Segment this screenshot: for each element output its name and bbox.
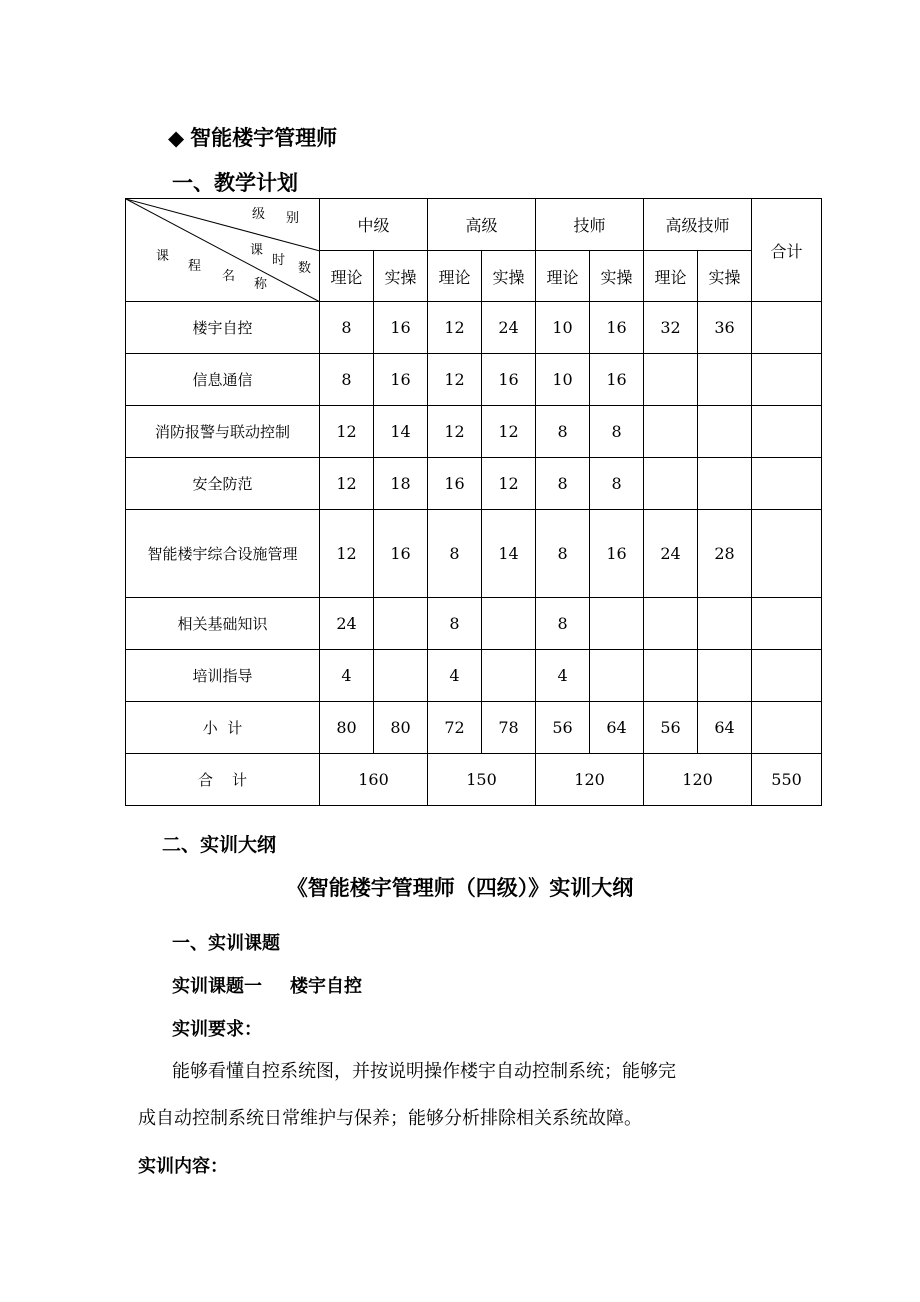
- requirement-text-line-2: 成自动控制系统日常维护与保养；能够分析排除相关系统故障。: [138, 1108, 642, 1129]
- hours-cell: [590, 598, 644, 650]
- hours-cell: 12: [482, 406, 536, 458]
- hours-cell: 16: [374, 510, 428, 598]
- hours-cell: 12: [320, 510, 374, 598]
- row-total-cell: [752, 510, 822, 598]
- table-row: [126, 406, 822, 458]
- row-total-cell: [752, 406, 822, 458]
- hours-cell: 80: [374, 702, 428, 754]
- row-total-cell: [752, 650, 822, 702]
- corner-level-char: 别: [286, 211, 300, 226]
- hours-cell: 4: [536, 650, 590, 702]
- hours-cell: 24: [320, 598, 374, 650]
- hours-cell: 12: [428, 302, 482, 354]
- level-header-senior-technician: 高级技师: [644, 199, 752, 251]
- level-total-senior-technician: 120: [644, 754, 752, 806]
- sub-header-theory: 理论: [428, 251, 482, 302]
- level-header-technician: 技师: [536, 199, 644, 251]
- content-label: 实训内容：: [138, 1156, 228, 1177]
- hours-cell: 64: [698, 702, 752, 754]
- hours-cell: 14: [482, 510, 536, 598]
- hours-cell: 16: [590, 510, 644, 598]
- hours-cell: 12: [320, 406, 374, 458]
- hours-cell: [644, 458, 698, 510]
- subtotal-label: 小 计: [126, 702, 320, 754]
- row-total-cell: [752, 458, 822, 510]
- hours-cell: 12: [428, 406, 482, 458]
- table-row: [126, 598, 822, 650]
- hours-cell: [644, 406, 698, 458]
- hours-cell: 72: [428, 702, 482, 754]
- corner-course-char: 课: [156, 249, 170, 264]
- main-title: [168, 122, 337, 152]
- hours-cell: 12: [320, 458, 374, 510]
- hours-cell: 8: [320, 302, 374, 354]
- hours-cell: [374, 650, 428, 702]
- hours-cell: 8: [536, 458, 590, 510]
- hours-cell: [374, 598, 428, 650]
- hours-cell: 8: [590, 458, 644, 510]
- topic-label: 实训课题一: [172, 976, 262, 997]
- sub-header-theory: 理论: [320, 251, 374, 302]
- overall-total: 550: [752, 754, 822, 806]
- hours-cell: [698, 458, 752, 510]
- grand-total-label: 合 计: [126, 754, 320, 806]
- teaching-plan-table: [125, 198, 822, 806]
- hours-cell: [644, 598, 698, 650]
- course-name: 消防报警与联动控制: [126, 406, 320, 458]
- hours-cell: [698, 354, 752, 406]
- hours-cell: 36: [698, 302, 752, 354]
- hours-cell: [644, 354, 698, 406]
- section-training-outline: 二、实训大纲: [162, 834, 277, 856]
- hours-cell: [698, 598, 752, 650]
- section-teaching-plan: 一、教学计划: [172, 171, 298, 195]
- table-row: [126, 302, 822, 354]
- topic-name: 楼宇自控: [290, 976, 362, 997]
- course-name: 培训指导: [126, 650, 320, 702]
- corner-hours-char: 数: [298, 261, 312, 276]
- row-total-cell: [752, 702, 822, 754]
- corner-hours-char: 课: [250, 243, 264, 258]
- hours-cell: 56: [644, 702, 698, 754]
- hours-cell: [482, 598, 536, 650]
- hours-cell: 14: [374, 406, 428, 458]
- hours-cell: 32: [644, 302, 698, 354]
- course-name: 楼宇自控: [126, 302, 320, 354]
- corner-course-char: 程: [188, 259, 202, 274]
- level-header-advanced: 高级: [428, 199, 536, 251]
- total-header: 合计: [752, 199, 822, 302]
- hours-cell: 4: [428, 650, 482, 702]
- hours-cell: 4: [320, 650, 374, 702]
- sub-header-theory: 理论: [644, 251, 698, 302]
- hours-cell: 78: [482, 702, 536, 754]
- hours-cell: 16: [374, 302, 428, 354]
- table-row: [126, 650, 822, 702]
- hours-cell: 12: [482, 458, 536, 510]
- row-total-cell: [752, 598, 822, 650]
- hours-cell: [644, 650, 698, 702]
- subsection-training-topics: 一、实训课题: [172, 933, 280, 954]
- hours-cell: 24: [644, 510, 698, 598]
- hours-cell: 16: [590, 354, 644, 406]
- table-row: [126, 354, 822, 406]
- sub-header-practice: 实操: [590, 251, 644, 302]
- course-name: 智能楼宇综合设施管理: [126, 510, 320, 598]
- sub-header-theory: 理论: [536, 251, 590, 302]
- sub-header-practice: 实操: [482, 251, 536, 302]
- table-row: [126, 510, 822, 598]
- course-name: 相关基础知识: [126, 598, 320, 650]
- hours-cell: 16: [482, 354, 536, 406]
- hours-cell: 12: [428, 354, 482, 406]
- sub-header-practice: 实操: [698, 251, 752, 302]
- hours-cell: 10: [536, 354, 590, 406]
- outline-title: 《智能楼宇管理师（四级）》实训大纲: [286, 876, 634, 900]
- hours-cell: 16: [428, 458, 482, 510]
- level-total-technician: 120: [536, 754, 644, 806]
- hours-cell: [698, 406, 752, 458]
- corner-course-char: 名: [222, 269, 236, 284]
- corner-course-char: 称: [254, 277, 268, 292]
- hours-cell: 16: [590, 302, 644, 354]
- diamond-bullet-icon: ◆: [168, 126, 185, 150]
- requirement-text-line-1: 能够看懂自控系统图，并按说明操作楼宇自动控制系统；能够完: [172, 1061, 676, 1082]
- training-topic-1: [172, 972, 362, 998]
- corner-level-char: 级: [252, 207, 266, 222]
- hours-cell: 10: [536, 302, 590, 354]
- row-total-cell: [752, 302, 822, 354]
- hours-cell: 18: [374, 458, 428, 510]
- hours-cell: 28: [698, 510, 752, 598]
- hours-cell: 56: [536, 702, 590, 754]
- course-name: 安全防范: [126, 458, 320, 510]
- hours-cell: 8: [590, 406, 644, 458]
- hours-cell: 8: [536, 598, 590, 650]
- table-row: [126, 458, 822, 510]
- hours-cell: 8: [320, 354, 374, 406]
- corner-header-cell: [126, 199, 320, 302]
- level-total-advanced: 150: [428, 754, 536, 806]
- grand-total-row: [126, 754, 822, 806]
- hours-cell: 8: [536, 510, 590, 598]
- hours-cell: 16: [374, 354, 428, 406]
- hours-cell: [698, 650, 752, 702]
- hours-cell: 80: [320, 702, 374, 754]
- requirement-label: 实训要求：: [172, 1019, 262, 1040]
- level-total-intermediate: 160: [320, 754, 428, 806]
- hours-cell: 8: [428, 510, 482, 598]
- hours-cell: 24: [482, 302, 536, 354]
- row-total-cell: [752, 354, 822, 406]
- level-header-intermediate: 中级: [320, 199, 428, 251]
- hours-cell: 8: [428, 598, 482, 650]
- main-title-text: 智能楼宇管理师: [190, 126, 338, 150]
- course-name: 信息通信: [126, 354, 320, 406]
- corner-hours-char: 时: [272, 253, 286, 268]
- sub-header-practice: 实操: [374, 251, 428, 302]
- hours-cell: 8: [536, 406, 590, 458]
- hours-cell: [590, 650, 644, 702]
- hours-cell: [482, 650, 536, 702]
- subtotal-row: [126, 702, 822, 754]
- hours-cell: 64: [590, 702, 644, 754]
